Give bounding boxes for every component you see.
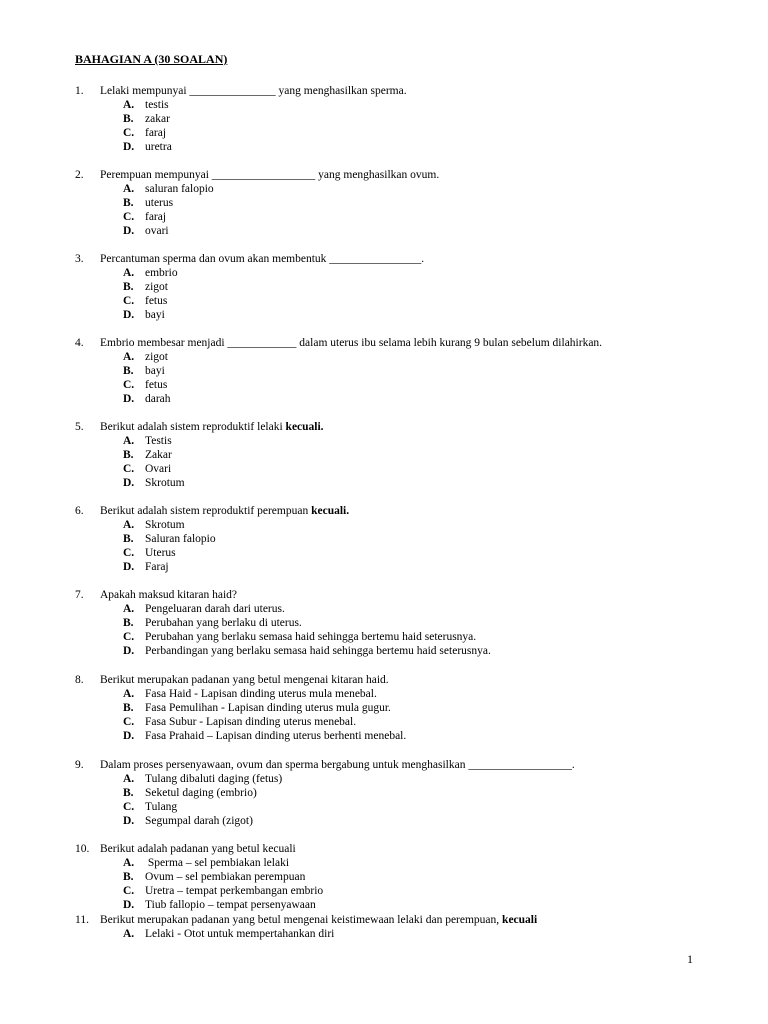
option-letter: C. [123, 801, 135, 813]
option-letter: D. [123, 225, 135, 237]
option-text: Faraj [145, 561, 169, 573]
option-d [123, 729, 715, 743]
option-text: Saluran falopio [145, 533, 216, 545]
option-list [75, 266, 715, 322]
option-letter: A. [123, 928, 135, 940]
question-stem [75, 588, 715, 602]
option-d [123, 560, 715, 574]
option-text: Uretra – tempat perkembangan embrio [145, 885, 324, 897]
question-stem [75, 504, 715, 518]
question-number: 1. [75, 85, 84, 97]
option-d [123, 140, 715, 154]
option-d [123, 392, 715, 406]
option-b [123, 786, 715, 800]
question-stem [75, 168, 715, 182]
question-number: 2. [75, 169, 84, 181]
option-text: Fasa Prahaid – Lapisan dinding uterus berhenti menebal. [145, 730, 407, 742]
option-letter: B. [123, 702, 134, 714]
option-list [75, 350, 715, 406]
option-letter: A. [123, 351, 135, 363]
option-letter: C. [123, 631, 135, 643]
option-a [123, 350, 715, 364]
section-heading: BAHAGIAN A (30 SOALAN) [75, 52, 228, 66]
question-8 [75, 673, 715, 743]
option-text: embrio [145, 267, 178, 279]
option-text: Segumpal darah (zigot) [145, 815, 253, 827]
option-a [123, 434, 715, 448]
question-2 [75, 168, 715, 238]
option-list [75, 687, 715, 743]
option-d [123, 308, 715, 322]
question-number: 7. [75, 589, 84, 601]
option-list [75, 772, 715, 828]
option-letter: D. [123, 899, 135, 911]
option-text: zigot [145, 281, 168, 293]
option-text: zigot [145, 351, 168, 363]
option-text: Pengeluaran darah dari uterus. [145, 603, 285, 615]
option-list [75, 518, 715, 574]
option-letter: A. [123, 603, 135, 615]
option-b [123, 870, 715, 884]
option-a [123, 856, 715, 870]
question-10 [75, 842, 715, 912]
question-number: 4. [75, 337, 84, 349]
question-stem [75, 913, 715, 927]
option-letter: D. [123, 730, 135, 742]
option-text: Tulang [145, 801, 178, 813]
option-letter: B. [123, 871, 134, 883]
option-text: Perubahan yang berlaku semasa haid sehingga bertemu haid seterusnya. [145, 631, 477, 643]
option-text: Sperma – sel pembiakan lelaki [145, 857, 290, 869]
option-letter: B. [123, 533, 134, 545]
question-number: 3. [75, 253, 84, 265]
option-letter: C. [123, 716, 135, 728]
option-b [123, 616, 715, 630]
option-letter: C. [123, 885, 135, 897]
question-stem [75, 758, 715, 772]
question-number: 10. [75, 843, 90, 855]
option-c [123, 630, 715, 644]
option-list [75, 856, 715, 912]
question-text: Berikut adalah sistem reproduktif lelaki [100, 421, 286, 433]
option-a [123, 602, 715, 616]
question-number: 9. [75, 759, 84, 771]
option-c [123, 546, 715, 560]
question-text: Lelaki mempunyai _______________ yang menghasilkan sperma. [100, 85, 407, 97]
option-text: Perubahan yang berlaku di uterus. [145, 617, 302, 629]
option-a [123, 927, 715, 941]
option-text: bayi [145, 365, 165, 377]
page-number: 1 [687, 952, 693, 966]
question-emphasis: kecuali [502, 914, 538, 926]
option-text: Fasa Haid - Lapisan dinding uterus mula menebal. [145, 688, 377, 700]
option-letter: C. [123, 127, 135, 139]
option-c [123, 462, 715, 476]
option-list [75, 602, 715, 658]
option-d [123, 898, 715, 912]
option-c [123, 294, 715, 308]
option-text: testis [145, 99, 169, 111]
option-list [75, 434, 715, 490]
option-letter: B. [123, 365, 134, 377]
option-text: Ovari [145, 463, 172, 475]
option-text: Skrotum [145, 519, 185, 531]
question-number: 6. [75, 505, 84, 517]
option-text: Uterus [145, 547, 176, 559]
option-c [123, 884, 715, 898]
option-c [123, 210, 715, 224]
option-letter: B. [123, 197, 134, 209]
option-text: fetus [145, 379, 168, 391]
option-text: Skrotum [145, 477, 185, 489]
question-text: Berikut adalah sistem reproduktif perempuan [100, 505, 312, 517]
question-stem [75, 673, 715, 687]
option-c [123, 126, 715, 140]
option-letter: A. [123, 267, 135, 279]
option-list [75, 927, 715, 941]
option-letter: C. [123, 211, 135, 223]
question-7 [75, 588, 715, 658]
option-text: Fasa Pemulihan - Lapisan dinding uterus mula gugur. [145, 702, 391, 714]
option-letter: D. [123, 477, 135, 489]
option-text: Perbandingan yang berlaku semasa haid sehingga bertemu haid seterusnya. [145, 645, 491, 657]
option-letter: A. [123, 99, 135, 111]
question-text: Berikut merupakan padanan yang betul mengenai kitaran haid. [100, 674, 389, 686]
option-letter: C. [123, 547, 135, 559]
option-b [123, 112, 715, 126]
option-text: ovari [145, 225, 169, 237]
option-a [123, 772, 715, 786]
question-1 [75, 84, 715, 154]
question-emphasis: kecuali. [311, 505, 350, 517]
option-text: Lelaki - Otot untuk mempertahankan diri [145, 928, 335, 940]
option-letter: B. [123, 449, 134, 461]
option-letter: B. [123, 787, 134, 799]
option-text: Ovum – sel pembiakan perempuan [145, 871, 306, 883]
option-d [123, 224, 715, 238]
question-text: Berikut adalah padanan yang betul kecuali [100, 843, 296, 855]
question-text: Apakah maksud kitaran haid? [100, 589, 237, 601]
option-text: uterus [145, 197, 174, 209]
question-text: Perempuan mempunyai __________________ yang menghasilkan ovum. [100, 169, 440, 181]
question-number: 11. [75, 914, 89, 926]
option-letter: B. [123, 617, 134, 629]
option-a [123, 182, 715, 196]
option-b [123, 448, 715, 462]
option-a [123, 98, 715, 112]
option-c [123, 378, 715, 392]
question-9 [75, 758, 715, 828]
option-text: Tulang dibaluti daging (fetus) [145, 773, 283, 785]
question-6 [75, 504, 715, 574]
option-letter: B. [123, 281, 134, 293]
option-letter: D. [123, 393, 135, 405]
option-text: saluran falopio [145, 183, 214, 195]
option-text: fetus [145, 295, 168, 307]
option-a [123, 266, 715, 280]
question-number: 8. [75, 674, 84, 686]
option-list [75, 98, 715, 154]
option-text: Seketul daging (embrio) [145, 787, 257, 799]
option-text: faraj [145, 211, 167, 223]
question-stem [75, 336, 715, 350]
option-letter: B. [123, 113, 134, 125]
option-text: zakar [145, 113, 170, 125]
option-letter: C. [123, 379, 135, 391]
question-stem [75, 84, 715, 98]
option-a [123, 518, 715, 532]
question-11 [75, 913, 715, 941]
question-text: Dalam proses persenyawaan, ovum dan sperma bergabung untuk menghasilkan __________________. [100, 759, 575, 771]
option-letter: C. [123, 463, 135, 475]
option-a [123, 687, 715, 701]
option-c [123, 800, 715, 814]
question-stem [75, 252, 715, 266]
option-text: uretra [145, 141, 172, 153]
option-letter: D. [123, 309, 135, 321]
option-letter: D. [123, 645, 135, 657]
option-letter: D. [123, 561, 135, 573]
option-b [123, 532, 715, 546]
option-b [123, 280, 715, 294]
option-text: Tiub fallopio – tempat persenyawaan [145, 899, 316, 911]
question-4 [75, 336, 715, 406]
question-number: 5. [75, 421, 84, 433]
option-d [123, 644, 715, 658]
option-d [123, 476, 715, 490]
option-text: Fasa Subur - Lapisan dinding uterus menebal. [145, 716, 357, 728]
option-c [123, 715, 715, 729]
option-letter: A. [123, 688, 135, 700]
option-d [123, 814, 715, 828]
option-letter: C. [123, 295, 135, 307]
question-text: Percantuman sperma dan ovum akan membentuk ________________. [100, 253, 425, 265]
option-text: Testis [145, 435, 172, 447]
option-b [123, 701, 715, 715]
question-5 [75, 420, 715, 490]
option-letter: D. [123, 141, 135, 153]
option-letter: A. [123, 857, 135, 869]
option-text: bayi [145, 309, 165, 321]
question-3 [75, 252, 715, 322]
question-stem [75, 420, 715, 434]
option-letter: A. [123, 435, 135, 447]
option-letter: A. [123, 183, 135, 195]
question-text: Berikut merupakan padanan yang betul mengenai keistimewaan lelaki dan perempuan, [100, 914, 503, 926]
option-b [123, 196, 715, 210]
option-text: faraj [145, 127, 167, 139]
option-letter: D. [123, 815, 135, 827]
question-emphasis: kecuali. [285, 421, 324, 433]
question-stem [75, 842, 715, 856]
option-letter: A. [123, 773, 135, 785]
option-b [123, 364, 715, 378]
question-text: Embrio membesar menjadi ____________ dalam uterus ibu selama lebih kurang 9 bulan sebelum dilahirkan. [100, 337, 603, 349]
option-text: darah [145, 393, 171, 405]
option-list [75, 182, 715, 238]
option-letter: A. [123, 519, 135, 531]
option-text: Zakar [145, 449, 172, 461]
